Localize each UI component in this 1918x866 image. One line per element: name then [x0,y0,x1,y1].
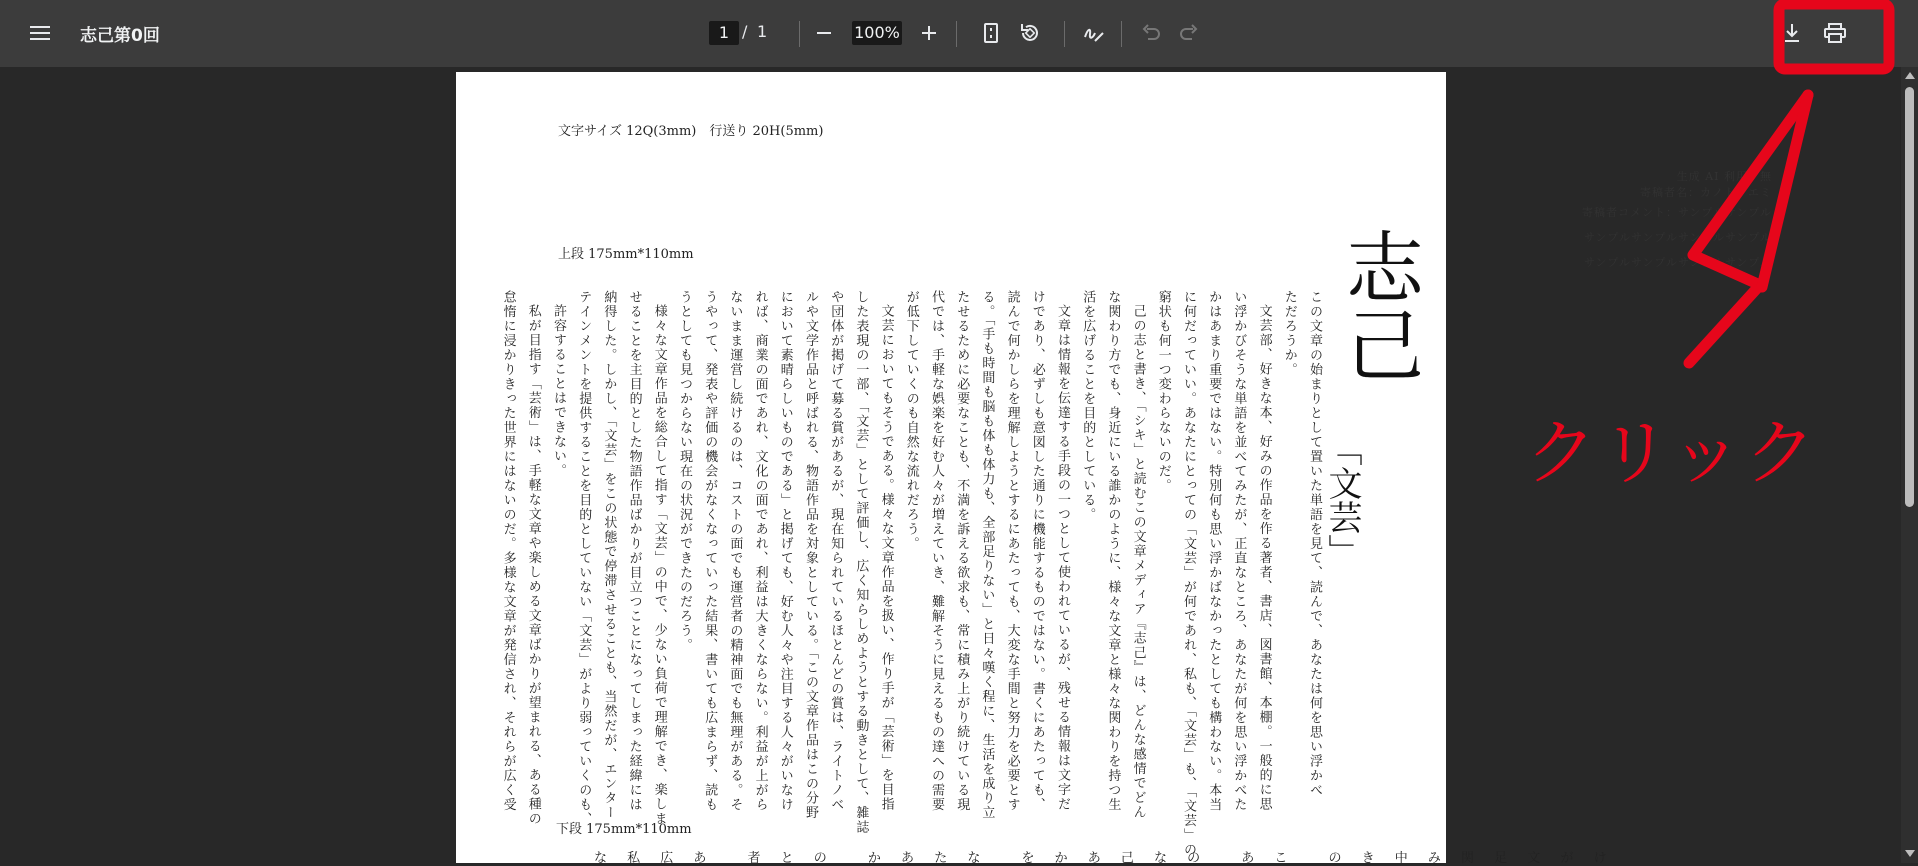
body-text-column: や団体が掲げて募る賞があるが、現在知られているほとんどの賞は、ライトノベ [828,290,844,812]
zoom-out-icon[interactable] [806,15,842,51]
body-text-column: い浮かびそうな単語を並べてみたが、正直なところ、あなたが何を思い浮かべた [1231,290,1247,812]
scroll-up-icon[interactable] [1905,72,1915,79]
undo-icon[interactable] [1133,15,1169,51]
page-separator: / [742,22,748,41]
meta-line: 寄稿者名：カノト・エミ [1640,186,1772,199]
body-text-column: 文芸においてもそうである。様々な文章作品を扱い、作り手が「芸術」を目指 [878,304,894,812]
document-subtitle: 「文芸」 [1322,432,1362,568]
draw-icon[interactable] [1076,15,1112,51]
body-text-column: において素晴らしいものである」と掲げても、好む人々や注目する人々がいなけ [777,290,793,812]
document-title: 志己第0回 [80,26,160,46]
meta-line: サンプルサンプルサンプルサンプル [1583,256,1772,269]
body-text-column: 文芸部、好きな本、好みの作品を作る著者、書店、図書館、本棚。一般的に思 [1256,304,1272,812]
body-text-column: れば、商業の面であれ、文化の面であれ、利益は大きくならない。利益が上がら [752,290,768,812]
body-text-column: 読んで何かしらを理解しようとするにあたっても、大変な手間と努力を必要とす [1004,290,1020,812]
body-text-column: うやって、発表や評価の機会がなくなっていった結果、書いても広まらず、読も [702,290,718,812]
body-text-column: せることを主目的とした物語作品ばかりが目立つことになってしまった経緯には [626,290,642,812]
body-text-column: 代では、手軽な娯楽を好む人々が増えていき、難解そうに見えるもの達への需要 [929,290,944,812]
vertical-scrollbar[interactable] [1901,67,1918,863]
body-text-column: 文章は情報を伝達する手段の一つとして使われているが、残せる情報は文字だ [1055,304,1070,812]
body-text-column: が低下していくのも自然な流れだろう。 [903,290,919,551]
scroll-down-icon[interactable] [1905,850,1915,857]
zoom-in-icon[interactable] [911,15,947,51]
meta-line: 寄稿者コメント：サンプルサンプル [1581,206,1772,219]
pdf-toolbar [0,0,1918,67]
rotate-icon[interactable] [1012,15,1048,51]
download-icon[interactable] [1774,15,1810,51]
zoom-level-input[interactable]: 100% [852,21,902,45]
body-text-column: に何だっていい。あなたにとっての「文芸」が何であれ、私も、「文芸」も、「文芸」の [1181,290,1196,857]
meta-line: サンプルサンプルサンプルサンプル [1583,231,1772,244]
page-number-input[interactable]: 1 [709,21,739,45]
redo-icon[interactable] [1171,15,1207,51]
toolbar-divider [956,21,957,47]
body-text-column: な関わり方でも、身近にいる誰かのように、様々な文章と様々な関わりを持つ生 [1105,290,1121,812]
body-text-column: 窮状も何一つ変わらないのだ。 [1155,290,1171,493]
body-text-column: 己の志と書き、「シキ」と読むこの文章メディア『志己』は、どんな感情でどん [1130,304,1146,820]
meta-line: 生成 AI 利用：無 [1676,170,1772,183]
body-text-column: かはあまり重要ではない。特別何も思い浮かばなかったとしても構わない。本当 [1206,290,1222,812]
body-text-column: 怠惰に浸かりきった世界にはないのだ。多様な文章が発信され、それらが広く受 [500,290,516,812]
body-text-column: 許容することはできない。 [551,304,566,478]
scroll-thumb[interactable] [1905,87,1914,507]
body-text-column: 様々な文章作品を総合して指す「文芸」の中で、少ない負荷で理解でき、楽しま [651,304,667,826]
body-text-column: けであり、必ずしも意図した通りに機能するものではない。書くにあたっても、 [1029,290,1045,812]
body-text-column: テインメントを提供することを目的としていない「文芸」がより弱っていくのも、 [576,290,592,827]
lower-text-line: な 私 広 あ 者 と の か あ た な を か あ 己 な の あ こ の き 中 み 関 足 文 が け [594,851,1615,866]
body-text-column: る。「手も時間も脳も体も体力も、全部足りない」と日々嘆く程に、生活を成り立 [979,290,995,820]
toolbar-divider [1064,21,1065,47]
toolbar-divider [799,21,800,47]
body-text-column: ルや文学作品と呼ばれる、物語作品を対象としている。「この文章作品はこの分野 [803,290,818,820]
font-size-label: 文字サイズ 12Q(3mm) 行送り 20H(5mm) [558,124,824,139]
body-text-column: うとしても見つからない現在の状況ができたのだろう。 [677,290,692,653]
body-text-column: 私が目指す「芸術」は、手軽な文章や楽しめる文章ばかりが望まれる、ある種の [525,304,541,826]
page-total: 1 [757,22,768,41]
print-icon[interactable] [1817,15,1853,51]
toolbar-divider [1121,21,1122,47]
body-text-column: ないまま運営し続けるのは、コストの面でも運営者の精神面でも無理がある。そ [727,290,743,812]
lower-section-label: 下段 175mm*110mm [556,822,692,837]
body-text-column: この文章の始まりとして置いた単語を見て、読んで、あなたは何を思い浮かべ [1307,290,1322,798]
body-text-column: した表現の一部、「文芸」として評価し、広く知らしめようとする動きとして、雑誌 [853,290,869,835]
document-title-heading: 志己 [1333,227,1423,383]
body-text-column: 活を広げることを目的としている。 [1080,290,1096,522]
upper-section-label: 上段 175mm*110mm [558,247,694,262]
fit-page-icon[interactable] [973,15,1009,51]
body-text-column: ただろうか。 [1281,290,1297,377]
menu-icon[interactable] [22,15,58,51]
click-label: クリック [1525,411,1819,495]
body-text-column: たせるために必要なことも、不満を訴える欲求も、常に積み上がり続けている現 [954,290,970,812]
body-text-column: 納得した。しかし、「文芸」をこの状態で停滞させることも、当然だが、エンター [601,290,617,820]
